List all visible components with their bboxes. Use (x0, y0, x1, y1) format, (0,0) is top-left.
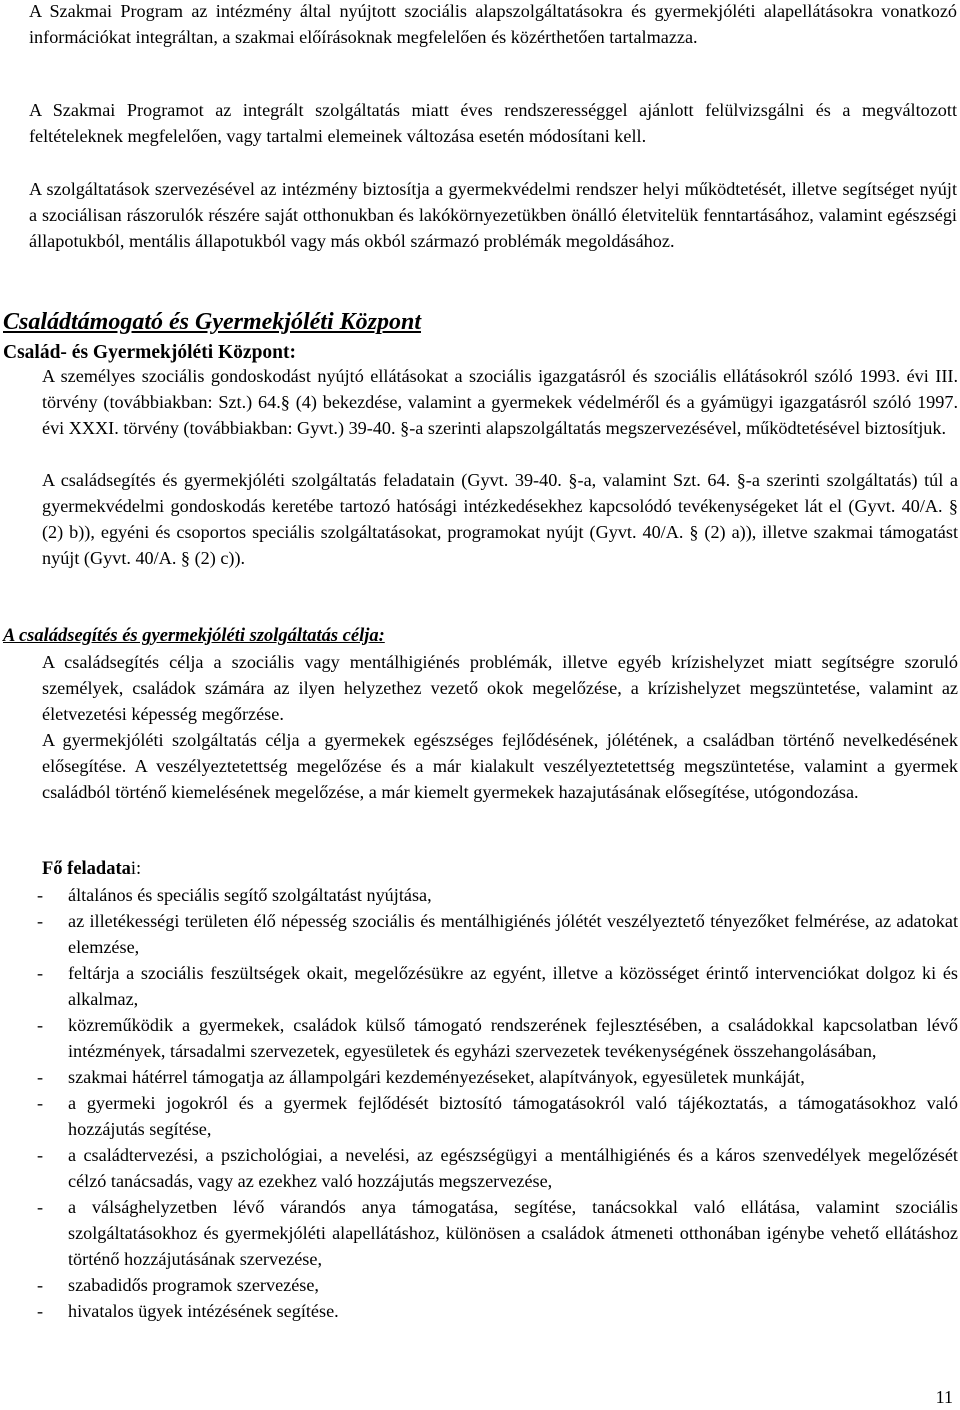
tasks-title-rest: i: (130, 859, 142, 879)
section-paragraph-1: A személyes szociális gondoskodást nyújtó ellátásokat a szociális igazgatásról és szociális ellátásokról szóló 1993. évi III. törvény (továbbiakban: Szt.) 64.§ (4) bekezdése, valamint a gyermekek védelméről és a gyámügyi igazgatásról szóló 1997. évi XXXI. törvény (továbbiakban: Gyvt.) 39-40. §-a szerinti alapszolgáltatás megszervezésével, működtetésével biztosítjuk. (42, 366, 958, 438)
list-bullet: - (37, 1015, 44, 1035)
list-item-text: feltárja a szociális feszültségek okait, megelőzésükre az egyént, illetve a közösséget érintő intervenciókat dolgoz ki és alkalmaz, (68, 963, 958, 1009)
list-item-text: az illetékességi területen élő népesség szociális és mentálhigiénés jólétét veszélyeztető tényezőket felmérése, az adatokat elemzése, (68, 911, 958, 957)
list-item-text: közreműködik a gyermekek, családok külső támogató rendszerének fejlesztésében, a családokkal kapcsolatban lévő intézmények, társadalmi szervezetek, egyesületek és egyházi szervezetek tevékenységének összehangolásában, (68, 1015, 958, 1061)
list-bullet: - (37, 1093, 44, 1113)
list-bullet: - (37, 885, 44, 905)
intro-paragraph-3: A szolgáltatások szervezésével az intézmény biztosítja a gyermekvédelmi rendszer helyi működtetését, illetve segítséget nyújt a szociálisan rászorulók részére saját otthonukban és lakókörnyezetükben önálló életvitelük fenntartásához, valamint egészségi állapotukból, mentális állapotukból vagy más okból származó problémák megoldásához. (29, 179, 957, 251)
tasks-title-bold: Fő feladata (42, 859, 131, 879)
list-item (37, 908, 958, 960)
list-item (37, 1012, 958, 1064)
list-item-text: a válsághelyzetben lévő várandós anya támogatása, segítése, tanácsokkal való ellátása, valamint szociális szolgáltatásokhoz és gyermekjóléti alapellátáshoz, különösen a családok átmeneti otthonában igénybe vehető ellátáshoz történő hozzájutásának szervezése, (68, 1197, 958, 1269)
tasks-list (37, 882, 958, 1324)
list-item (37, 1064, 958, 1090)
list-item-text: szakmai hátérrel támogatja az állampolgári kezdeményezéseket, alapítványok, egyesületek munkáját, (68, 1067, 805, 1087)
section-subtitle: Család- és Gyermekjóléti Központ: (3, 342, 296, 363)
goal-paragraph-2: A gyermekjóléti szolgáltatás célja a gyermekek egészséges fejlődésének, jólétének, a családban történő nevelkedésének elősegítése. A veszélyeztetettség megelőzése és a már kialakult veszélyeztetettség megszüntetése, valamint a gyermek családból történő kiemelésének megelőzése, a már kiemelt gyermekek hazajutásának elősegítése, utógondozása. (42, 730, 958, 802)
list-item-text: a gyermeki jogokról és a gyermek fejlődését biztosító támogatásokról való tájékoztatás, a támogatásokhoz való hozzájutás segítése, (68, 1093, 958, 1139)
list-item (37, 1298, 958, 1324)
list-item-text: hivatalos ügyek intézésének segítése. (68, 1301, 339, 1321)
goal-paragraph-1: A családsegítés célja a szociális vagy mentálhigiénés problémák, illetve egyéb krízishelyzet miatt segítségre szoruló személyek, családok számára az ilyen helyzethez vezető okok megelőzése, a krízishelyzet megszüntetése, valamint az életvezetési képesség megőrzése. (42, 652, 958, 724)
goal-title: A családsegítés és gyermekjóléti szolgáltatás célja: (3, 626, 385, 646)
list-item (37, 1090, 958, 1142)
list-item (37, 1194, 958, 1272)
list-item (37, 1142, 958, 1194)
list-item-text: szabadidős programok szervezése, (68, 1275, 319, 1295)
list-item (37, 882, 958, 908)
list-item (37, 1272, 958, 1298)
list-bullet: - (37, 1275, 44, 1295)
intro-paragraph-2: A Szakmai Programot az integrált szolgáltatás miatt éves rendszerességgel ajánlott felülvizsgálni és a megváltozott feltételeknek megfelelően, vagy tartalmi elemeinek változása esetén módosítani kell. (29, 100, 957, 146)
page-number: 11 (935, 1387, 953, 1407)
list-bullet: - (37, 963, 44, 983)
list-bullet: - (37, 1145, 44, 1165)
list-item-text: általános és speciális segítő szolgáltatást nyújtása, (68, 885, 432, 905)
section-title: Családtámogató és Gyermekjóléti Központ (3, 309, 421, 335)
list-bullet: - (37, 1067, 44, 1087)
tasks-title (42, 856, 141, 882)
section-paragraph-2: A családsegítés és gyermekjóléti szolgáltatás feladatain (Gyvt. 39-40. §-a, valamint Szt. 64. §-a szerinti szolgáltatás) túl a gyermekvédelmi gondoskodás keretébe tartozó hatósági intézkedésekhez kapcsolódó tevékenységeket lát el (Gyvt. 40/A. § (2) b)), egyéni és csoportos speciális szolgáltatásokat, programokat nyújt (Gyvt. 40/A. § (2) a)), illetve szakmai támogatást nyújt (Gyvt. 40/A. § (2) c)). (42, 470, 958, 568)
list-bullet: - (37, 1197, 44, 1217)
list-item-text: a családtervezési, a pszichológiai, a nevelési, az egészségügyi a mentálhigiénés és a káros szenvedélyek megelőzését célzó tanácsadás, vagy az ezekhez való hozzájutás megszervezése, (68, 1145, 958, 1191)
intro-paragraph-1: A Szakmai Program az intézmény által nyújtott szociális alapszolgáltatásokra és gyermekjóléti alapellátásokra vonatkozó információkat integráltan, a szakmai előírásoknak megfelelően és közérthetően tartalmazza. (29, 1, 957, 47)
list-item (37, 960, 958, 1012)
list-bullet: - (37, 911, 44, 931)
list-bullet: - (37, 1301, 44, 1321)
